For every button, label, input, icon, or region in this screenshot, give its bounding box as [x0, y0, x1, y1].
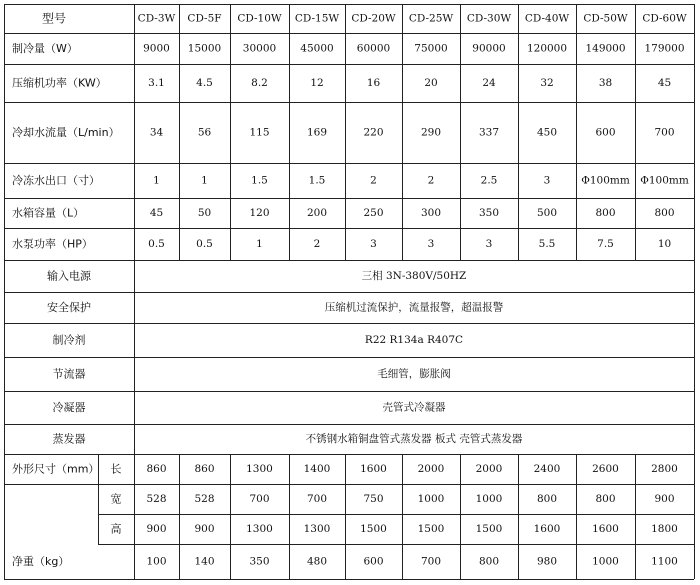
table-cell: 1300 — [303, 523, 331, 535]
table-cell: Φ100mm — [581, 174, 630, 187]
model-header: CD-25W — [408, 12, 454, 25]
table-cell: 90000 — [472, 42, 506, 55]
row-label: 制冷剂 — [52, 333, 86, 347]
table-cell: 2600 — [592, 463, 619, 475]
table-cell: 56 — [197, 126, 212, 139]
table-cell: 1600 — [533, 523, 561, 535]
table-cell: 2 — [427, 174, 435, 187]
table-cell: 1300 — [246, 523, 273, 535]
table-cell: 337 — [478, 126, 500, 139]
merged-cell: 壳管式冷凝器 — [382, 401, 446, 414]
model-header: CD-3W — [137, 12, 176, 25]
row-label: 制冷量（W） — [12, 42, 78, 55]
table-cell: 1300 — [246, 463, 273, 475]
table-cell: 100 — [146, 555, 167, 568]
dimension-sublabel: 长 — [110, 462, 122, 476]
table-cell: 350 — [249, 555, 270, 568]
table-cell: 750 — [363, 493, 384, 505]
table-cell: 75000 — [414, 42, 448, 55]
model-header: CD-50W — [583, 12, 628, 25]
table-cell: 15000 — [187, 42, 222, 55]
table-cell: 0.5 — [148, 238, 165, 250]
table-cell: 900 — [146, 523, 167, 535]
merged-cell: 毛细管，膨胀阀 — [377, 368, 451, 380]
table-cell: 700 — [249, 493, 270, 505]
table-cell: 860 — [194, 463, 215, 475]
table-cell: 290 — [420, 126, 442, 139]
weight-label: 净重（kg） — [12, 555, 70, 568]
table-cell: 115 — [249, 126, 270, 139]
table-cell: 45 — [149, 207, 164, 219]
row-label: 冷凝器 — [52, 401, 86, 414]
table-cell: 800 — [595, 493, 616, 505]
table-cell: 20 — [424, 77, 438, 89]
table-cell: 1500 — [475, 523, 503, 535]
table-cell: 300 — [420, 207, 442, 219]
table-cell: 2400 — [533, 463, 561, 475]
model-header: CD-5F — [187, 12, 222, 25]
model-header: CD-40W — [524, 12, 570, 25]
table-cell: 8.2 — [251, 77, 268, 89]
table-cell: 800 — [654, 207, 675, 219]
table-cell: 1000 — [592, 555, 619, 568]
table-cell: 16 — [366, 77, 381, 89]
table-cell: 700 — [420, 555, 442, 568]
model-header: CD-30W — [466, 12, 512, 25]
merged-cell: R22 R134a R407C — [364, 334, 464, 346]
dimension-sublabel: 宽 — [110, 492, 122, 506]
table-cell: 2 — [370, 174, 377, 187]
row-label: 安全保护 — [47, 301, 91, 314]
spec-table — [4, 4, 696, 580]
model-header: CD-10W — [237, 12, 282, 25]
table-cell: Φ100mm — [640, 174, 689, 187]
table-cell: 3 — [370, 238, 377, 250]
table-cell: 220 — [363, 126, 384, 139]
table-cell: 50 — [197, 207, 212, 219]
header-label: 型号 — [41, 11, 67, 26]
table-cell: 480 — [306, 555, 328, 568]
row-label: 冷却水流量（L/min） — [12, 126, 120, 139]
table-cell: 860 — [146, 463, 167, 475]
table-cell: 600 — [363, 555, 384, 568]
table-cell: 120 — [249, 207, 270, 219]
table-cell: 1 — [201, 174, 208, 187]
table-cell: 1.5 — [251, 174, 268, 187]
merged-cell: 三相 3N-380V/50HZ — [361, 270, 467, 282]
table-cell: 149000 — [585, 42, 626, 55]
table-cell: 3.1 — [148, 77, 165, 89]
table-cell: 10 — [657, 238, 672, 250]
table-cell: 1500 — [417, 523, 445, 535]
table-cell: 2.5 — [480, 174, 498, 187]
table-cell: 38 — [598, 77, 613, 89]
table-cell: 45 — [657, 77, 672, 89]
table-cell: 800 — [595, 207, 616, 219]
table-cell: 169 — [306, 126, 328, 139]
table-cell: 45000 — [300, 42, 334, 55]
table-cell: 7.5 — [597, 238, 614, 250]
table-cell: 5.5 — [538, 238, 556, 250]
table-cell: 30000 — [242, 42, 277, 55]
table-cell: 1600 — [360, 463, 387, 475]
model-header: CD-20W — [351, 12, 396, 25]
table-cell: 1 — [256, 238, 263, 250]
dimensions-label: 外形尺寸（mm） — [12, 462, 100, 476]
table-cell: 2000 — [417, 463, 445, 475]
table-cell: 600 — [595, 126, 616, 139]
table-cell: 800 — [536, 493, 558, 505]
table-cell: 120000 — [526, 42, 568, 55]
table-cell: 900 — [654, 493, 675, 505]
table-cell: 250 — [363, 207, 384, 219]
table-cell: 140 — [194, 555, 215, 568]
table-cell: 1800 — [651, 523, 678, 535]
merged-cell: 压缩机过流保护，流量报警，超温报警 — [324, 301, 504, 314]
table-cell: 700 — [654, 126, 675, 139]
table-cell: 2000 — [475, 463, 503, 475]
table-cell: 800 — [478, 555, 500, 568]
table-cell: 900 — [194, 523, 215, 535]
model-header: CD-15W — [294, 12, 340, 25]
table-cell: 3 — [485, 238, 493, 250]
table-cell: 1 — [153, 174, 160, 187]
row-label: 输入电源 — [47, 269, 91, 283]
table-cell: 1100 — [651, 555, 678, 568]
table-cell: 1400 — [303, 463, 331, 475]
model-header: CD-60W — [642, 12, 687, 25]
table-cell: 2 — [313, 238, 321, 250]
table-cell: 60000 — [356, 42, 391, 55]
table-cell: 9000 — [143, 42, 170, 55]
table-cell: 1.5 — [308, 174, 326, 187]
merged-cell: 不锈钢水箱铜盘管式蒸发器 板式 壳管式蒸发器 — [305, 433, 523, 445]
table-cell: 528 — [194, 493, 215, 505]
table-cell: 3 — [427, 238, 435, 250]
table-cell: 12 — [310, 77, 324, 89]
table-cell: 528 — [146, 493, 167, 505]
table-cell: 179000 — [644, 42, 685, 55]
dimension-sublabel: 高 — [110, 522, 122, 536]
table-cell: 450 — [536, 126, 558, 139]
table-cell: 200 — [306, 207, 328, 219]
table-cell: 34 — [149, 126, 164, 139]
table-cell: 1000 — [475, 493, 503, 505]
row-label: 压缩机功率（KW） — [12, 76, 107, 90]
table-cell: 980 — [536, 555, 558, 568]
table-cell: 1600 — [592, 523, 619, 535]
row-label: 冷冻水出口（寸） — [12, 174, 100, 187]
table-cell: 0.5 — [196, 238, 213, 250]
table-cell: 3 — [543, 174, 551, 187]
table-cell: 500 — [536, 207, 558, 219]
row-label: 蒸发器 — [52, 432, 86, 446]
table-cell: 700 — [306, 493, 328, 505]
table-cell: 2800 — [651, 463, 678, 475]
row-label: 水泵功率（HP） — [12, 237, 93, 251]
row-label: 节流器 — [52, 367, 86, 381]
row-label: 水箱容量（L） — [12, 206, 85, 220]
table-cell: 24 — [482, 77, 496, 89]
table-cell: 350 — [478, 207, 500, 219]
table-cell: 4.5 — [196, 77, 213, 89]
table-cell: 32 — [540, 77, 554, 89]
table-cell: 1500 — [360, 523, 387, 535]
table-cell: 1000 — [417, 493, 445, 505]
